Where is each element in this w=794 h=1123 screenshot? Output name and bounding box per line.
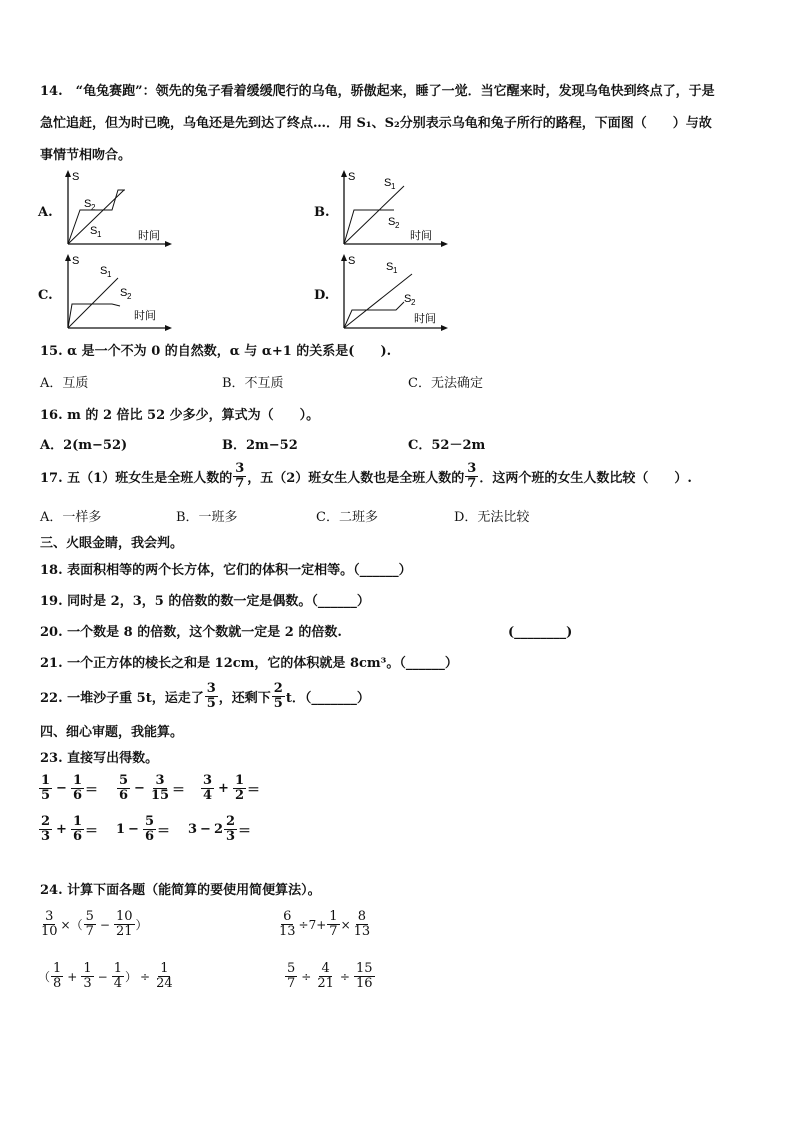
y-axis-label: S <box>72 171 80 183</box>
q17-option-b[interactable]: B．一班多 <box>176 510 238 525</box>
q24-calc-2: $\frac{6}{13}$ ÷7+ $\frac{1}{7}$ × $\frac{8}{13}$ <box>279 909 371 939</box>
s2-sub: 2 <box>127 292 132 301</box>
section-3-title: 三、火眼金睛，我会判。 <box>40 536 184 551</box>
q14-graph-d <box>338 254 448 334</box>
s1-label: S <box>384 177 392 189</box>
s2-sub: 2 <box>91 203 96 212</box>
s2-label: S <box>120 287 128 299</box>
q24-stem: 24. 计算下面各题（能简算的要使用简便算法）。 <box>40 883 321 898</box>
y-axis-label: S <box>348 255 356 267</box>
q16-stem: 16. m 的 2 倍比 52 少多少，算式为（ ）。 <box>40 408 320 423</box>
q17-part1: 17. 五（1）班女生是全班人数的 <box>40 471 233 486</box>
s1-sub: 1 <box>107 270 112 279</box>
q23-expr-2: $\frac{5}{6}$ − $\frac{3}{15}$ ＝ <box>119 773 186 803</box>
fraction: $\frac{3}{5}$ <box>206 681 216 711</box>
q23-expr-1: $\frac{1}{5}$ − $\frac{1}{6}$ ＝ <box>41 773 99 803</box>
q20-answer-blank[interactable]: (________) <box>508 625 573 640</box>
x-axis-label: 时间 <box>138 230 160 242</box>
q24-calc-4: $\frac{5}{7}$ ÷ $\frac{4}{21}$ ÷ $\frac{15}{16}$ <box>287 961 373 991</box>
s2-label: S <box>84 198 92 210</box>
q14-option-b-label[interactable]: B. <box>314 205 330 220</box>
q24-calc-1: $\frac{3}{10}$ × （ $\frac{5}{7}$ − $\frac{10}{21}$ ） <box>41 909 148 939</box>
q17-part2: ，五（2）班女生人数也是全班人数的 <box>247 471 465 486</box>
q23-expr-5: 1 − $\frac{5}{6}$ ＝ <box>116 814 171 844</box>
q23-stem: 23. 直接写出得数。 <box>40 751 159 766</box>
s2-label: S <box>404 293 412 305</box>
q17-stem <box>40 462 692 491</box>
q17-part3: ．这两个班的女生人数比较（ ）. <box>479 471 692 486</box>
q14-option-c-label[interactable]: C. <box>38 288 53 303</box>
q14-graph-c <box>62 254 172 334</box>
y-axis-label: S <box>72 255 80 267</box>
q21: 21. 一个正方体的棱长之和是 12cm，它的体积就是 8cm³。（______） <box>40 656 458 671</box>
q14-graph-a <box>62 170 172 250</box>
q14-line2: 急忙追赶，但为时已晚，乌龟还是先到达了终点…．用 S₁、S₂分别表示乌龟和兔子所行的路程，下面图（ ）与故 <box>40 116 712 131</box>
q15-option-c[interactable]: C．无法确定 <box>408 376 483 391</box>
q24-calc-3: （ $\frac{1}{8}$ + $\frac{1}{3}$ − $\frac{1}{4}$ ） ÷ $\frac{1}{24}$ <box>38 961 173 991</box>
s1-sub: 1 <box>391 182 396 191</box>
section-4-title: 四、细心审题，我能算。 <box>40 725 184 740</box>
x-axis-label: 时间 <box>134 310 156 322</box>
fraction: $\frac{2}{5}$ <box>273 681 283 711</box>
s2-label: S <box>388 216 396 228</box>
s1-label: S <box>386 261 394 273</box>
q20-stem: 20. 一个数是 8 的倍数，这个数就一定是 2 的倍数. <box>40 625 342 640</box>
q14-graph-b <box>338 170 448 250</box>
q22-part2: ，还剩下 <box>218 691 271 706</box>
q17-option-a[interactable]: A．一样多 <box>40 510 102 525</box>
q23-expr-3: $\frac{3}{4}$ + $\frac{1}{2}$ ＝ <box>203 773 261 803</box>
q22-part1: 22. 一堆沙子重 5t，运走了 <box>40 691 204 706</box>
q14-line1: 14. “龟兔赛跑”：领先的兔子看着缓缓爬行的乌龟，骄傲起来，睡了一觉．当它醒来时，发现乌龟快到终点了，于是 <box>40 84 715 99</box>
q14-line3: 事情节相吻合。 <box>40 148 132 163</box>
y-axis-label: S <box>348 171 356 183</box>
q22 <box>40 682 370 711</box>
s1-sub: 1 <box>97 230 102 239</box>
q19: 19. 同时是 2，3，5 的倍数的数一定是偶数。（______） <box>40 594 370 609</box>
s1-sub: 1 <box>393 266 398 275</box>
q18: 18. 表面积相等的两个长方体，它们的体积一定相等。（______） <box>40 563 412 578</box>
x-axis-label: 时间 <box>414 313 436 325</box>
q17-option-d[interactable]: D．无法比较 <box>454 510 530 525</box>
q16-option-c[interactable]: C．52－2m <box>408 438 486 453</box>
fraction: $\frac{3}{7}$ <box>467 461 477 491</box>
s1-label: S <box>100 265 108 277</box>
q15-option-b[interactable]: B．不互质 <box>222 376 284 391</box>
q16-option-b[interactable]: B．2m−52 <box>222 438 298 453</box>
x-axis-label: 时间 <box>410 230 432 242</box>
s1-label: S <box>90 225 98 237</box>
q17-option-c[interactable]: C．二班多 <box>316 510 378 525</box>
fraction: $\frac{3}{7}$ <box>235 461 245 491</box>
s2-sub: 2 <box>411 298 416 307</box>
q22-part3: t．（_______） <box>285 691 370 706</box>
q15-option-a[interactable]: A．互质 <box>40 376 89 391</box>
q23-expr-4: $\frac{2}{3}$ + $\frac{1}{6}$ ＝ <box>41 814 99 844</box>
q23-expr-6: 3 − 2 $\frac{2}{3}$ ＝ <box>188 814 252 844</box>
s2-sub: 2 <box>395 221 400 230</box>
q16-option-a[interactable]: A．2(m−52) <box>40 438 128 453</box>
q15-stem: 15. α 是一个不为 0 的自然数，α 与 α+1 的关系是( ). <box>40 344 392 359</box>
q14-option-a-label[interactable]: A. <box>38 205 53 220</box>
q14-option-d-label[interactable]: D. <box>314 288 330 303</box>
